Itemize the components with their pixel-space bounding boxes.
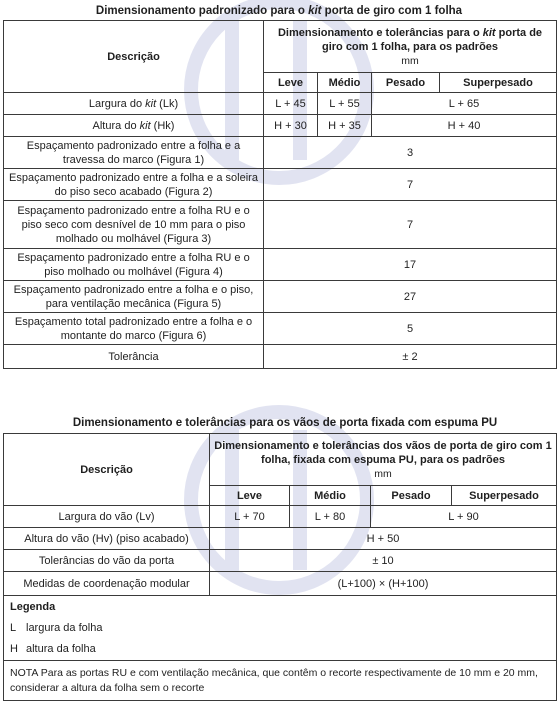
table1-row-altura-kit — [4, 115, 557, 137]
table2-level-pesado: Pesado — [371, 486, 452, 506]
table1-level-medio: Médio — [318, 73, 372, 93]
row-value: ± 10 — [210, 550, 557, 572]
table2-row-coordenacao — [4, 572, 557, 596]
table2-level-superpesado: Superpesado — [452, 486, 557, 506]
value-leve: H + 30 — [264, 115, 318, 137]
row-desc: Tolerâncias do vão da porta — [4, 550, 210, 572]
value-pesado-superpesado: H + 40 — [372, 115, 557, 137]
row-value: (L+100) × (H+100) — [210, 572, 557, 596]
row-desc: Espaçamento total padronizado entre a folha e o montante do marco (Figura 6) — [4, 313, 264, 345]
row-desc: Espaçamento padronizado entre a folha RU e o piso molhado ou molhável (Figura 4) — [4, 249, 264, 281]
table1-level-leve: Leve — [264, 73, 318, 93]
table1-row-ventilacao — [4, 281, 557, 313]
table1-level-superpesado: Superpesado — [440, 73, 557, 93]
table2-level-medio: Médio — [290, 486, 371, 506]
table1-row-desnivel — [4, 201, 557, 249]
table1-row-travessa — [4, 137, 557, 169]
legend-item-h: H altura da folha — [10, 643, 96, 655]
table2 — [3, 433, 557, 701]
row-desc: Medidas de coordenação modular — [4, 572, 210, 596]
row-value: 17 — [264, 249, 557, 281]
value-leve: L + 70 — [210, 506, 290, 528]
row-value: 7 — [264, 201, 557, 249]
table1-row-soleira — [4, 169, 557, 201]
row-desc: Espaçamento padronizado entre a folha e o piso, para ventilação mecânica (Figura 5) — [4, 281, 264, 313]
row-desc: Tolerância — [4, 345, 264, 369]
row-value: 7 — [264, 169, 557, 201]
table1-header-main: Dimensionamento e tolerâncias para o kit porta de giro com 1 folha, para os padrões mm — [264, 21, 557, 73]
note-text: NOTA Para as portas RU e com ventilação mecânica, que contêm o recorte respectivamente de 10 mm e 20 mm, considerar a altura da folha sem o recorte — [4, 661, 557, 701]
table2-title: Dimensionamento e tolerâncias para os vãos de porta fixada com espuma PU — [72, 417, 498, 429]
table2-legend-row — [4, 596, 557, 661]
table2-header-row — [4, 434, 557, 486]
table2-note-row — [4, 661, 557, 701]
row-desc: Espaçamento padronizado entre a folha RU e o piso seco com desnível de 10 mm para o piso molhado ou molhável (Figura 3) — [4, 201, 264, 249]
table2-row-largura-vao — [4, 506, 557, 528]
table1-header-row — [4, 21, 557, 73]
row-value: ± 2 — [264, 345, 557, 369]
row-desc: Largura do vão (Lv) — [4, 506, 210, 528]
table2-unit: mm — [374, 467, 392, 480]
row-value: 3 — [264, 137, 557, 169]
table2-row-tolerancias — [4, 550, 557, 572]
row-value: 5 — [264, 313, 557, 345]
table1-row-largura-kit — [4, 93, 557, 115]
legend-title: Legenda — [10, 601, 56, 613]
table1 — [3, 20, 557, 369]
legend-item-l: L largura da folha — [10, 622, 103, 634]
value-medio: L + 55 — [318, 93, 372, 115]
value-medio: H + 35 — [318, 115, 372, 137]
table1-row-tolerancia — [4, 345, 557, 369]
value-leve: L + 45 — [264, 93, 318, 115]
table2-header-main: Dimensionamento e tolerâncias dos vãos de porta de giro com 1 folha, fixada com espuma PU, para os padrões mm — [210, 434, 557, 486]
table2-row-altura-vao — [4, 528, 557, 550]
row-desc: Espaçamento padronizado entre a folha e a travessa do marco (Figura 1) — [4, 137, 264, 169]
row-desc: Altura do vão (Hv) (piso acabado) — [4, 528, 210, 550]
row-desc: Largura do kit (Lk) — [4, 93, 264, 115]
row-desc: Espaçamento padronizado entre a folha e a soleira do piso seco acabado (Figura 2) — [4, 169, 264, 201]
table1-unit: mm — [401, 54, 419, 67]
value-medio: L + 80 — [290, 506, 371, 528]
table1-level-pesado: Pesado — [372, 73, 440, 93]
legend — [4, 596, 557, 661]
table1-col-descricao: Descrição — [4, 21, 264, 93]
value-pesado-superpesado: L + 90 — [371, 506, 557, 528]
row-value: H + 50 — [210, 528, 557, 550]
table1-row-piso-molhado — [4, 249, 557, 281]
row-value: 27 — [264, 281, 557, 313]
table2-level-leve: Leve — [210, 486, 290, 506]
table1-title: Dimensionamento padronizado para o kit porta de giro com 1 folha — [95, 5, 463, 17]
table1-row-montante — [4, 313, 557, 345]
row-desc: Altura do kit (Hk) — [4, 115, 264, 137]
table2-col-descricao: Descrição — [4, 434, 210, 506]
value-pesado-superpesado: L + 65 — [372, 93, 557, 115]
